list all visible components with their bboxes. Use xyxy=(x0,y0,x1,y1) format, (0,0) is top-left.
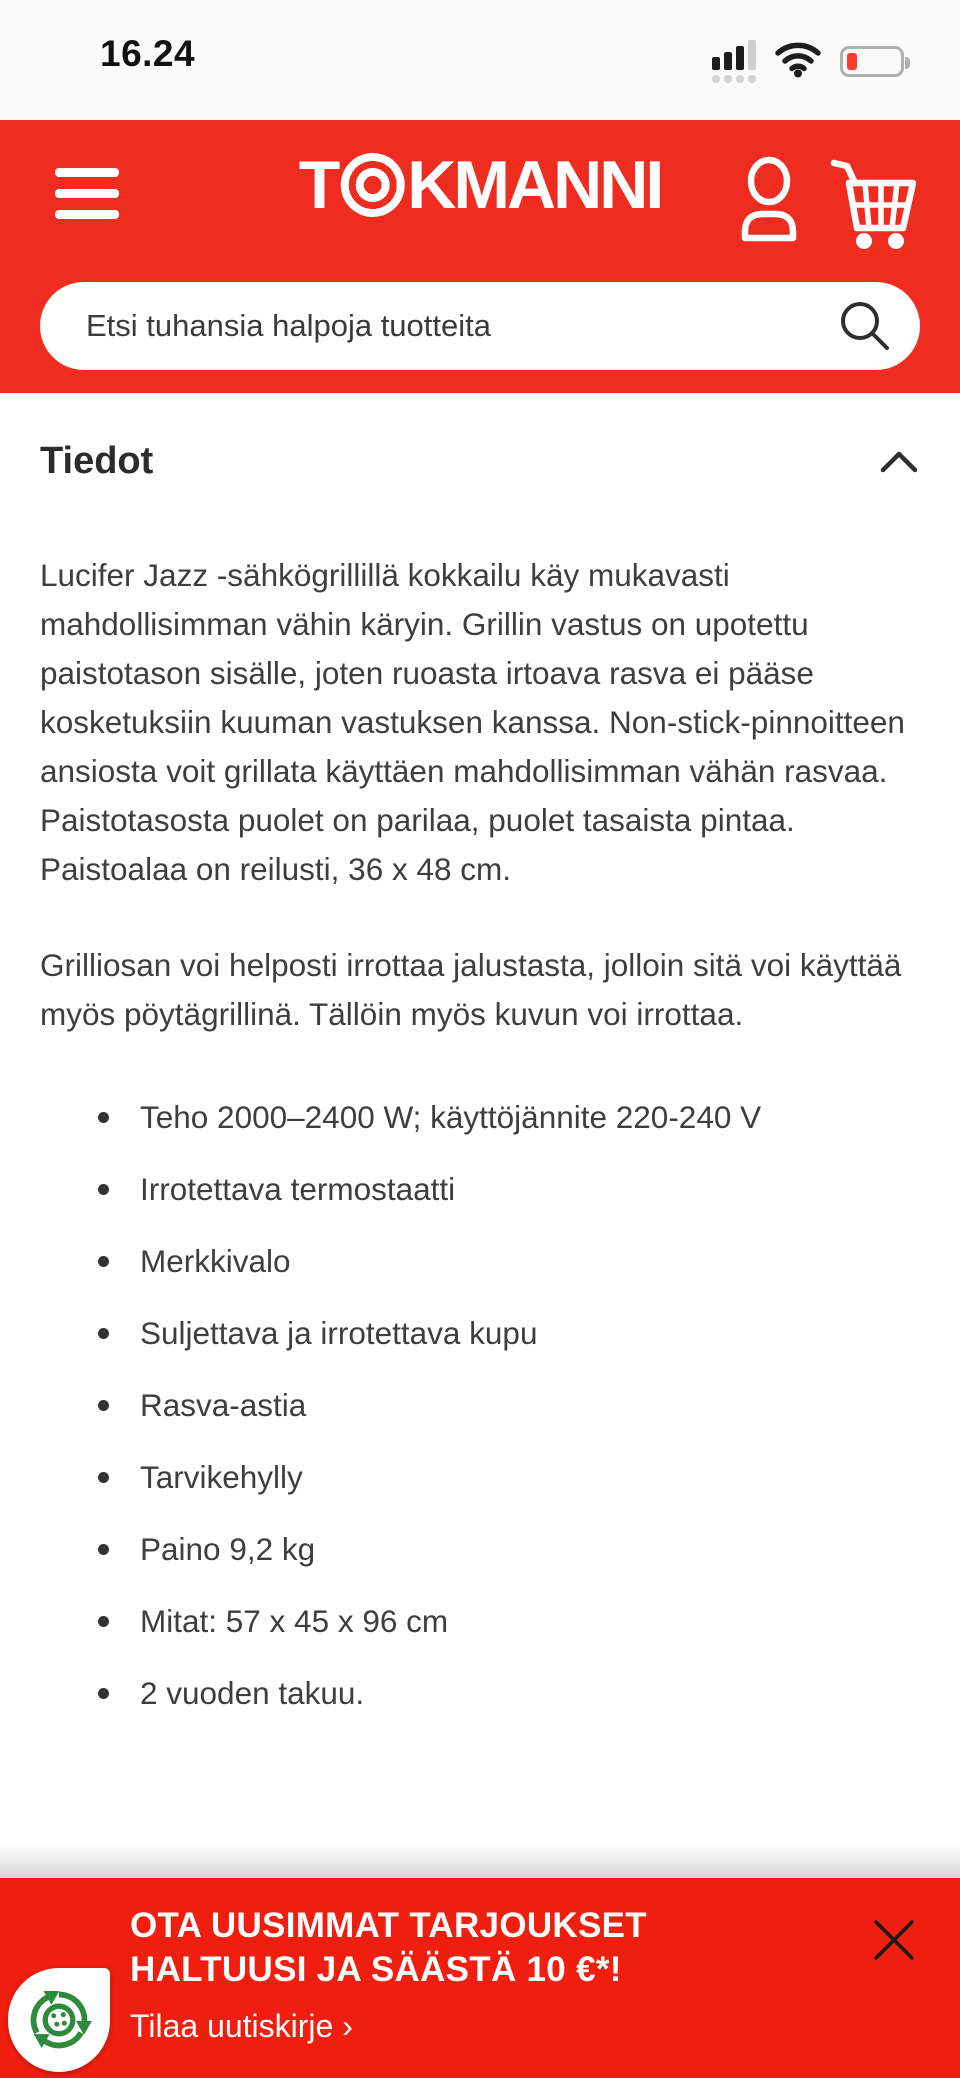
spec-item: 2 vuoden takuu. xyxy=(140,1669,920,1718)
cellular-signal-icon xyxy=(712,40,756,83)
newsletter-banner xyxy=(0,1878,960,2078)
spec-item: Tarvikehylly xyxy=(140,1453,920,1502)
description-paragraph: Grilliosan voi helposti irrottaa jalustasta, jolloin sitä voi käyttää myös pöytägrillinä. Tällöin myös kuvun voi irrottaa. xyxy=(40,947,902,1032)
app-header xyxy=(0,120,960,393)
hamburger-menu-icon[interactable] xyxy=(55,168,119,219)
cookie-consent-recycle-icon xyxy=(24,1985,94,2055)
spec-bullet-list xyxy=(40,1093,920,1718)
search-icon[interactable] xyxy=(838,299,892,353)
chevron-up-icon[interactable] xyxy=(878,449,920,475)
spec-item: Mitat: 57 x 45 x 96 cm xyxy=(140,1597,920,1646)
cookie-settings-button[interactable] xyxy=(8,1968,110,2072)
tokmanni-logo[interactable] xyxy=(299,146,662,224)
product-details-content xyxy=(0,393,960,1741)
header-actions xyxy=(738,156,916,255)
section-title: Tiedot xyxy=(40,440,154,482)
close-icon[interactable] xyxy=(868,1914,920,1966)
subscribe-newsletter-link[interactable]: Tilaa uutiskirje › xyxy=(130,2008,353,2044)
search-bar xyxy=(40,282,920,370)
user-account-icon[interactable] xyxy=(738,156,800,249)
spec-item: Merkkivalo xyxy=(140,1237,920,1286)
spec-item: Paino 9,2 kg xyxy=(140,1525,920,1574)
wifi-icon xyxy=(774,40,822,83)
shopping-cart-icon[interactable] xyxy=(826,156,916,255)
search-input[interactable] xyxy=(40,282,838,370)
product-description xyxy=(40,551,920,1718)
details-accordion-header[interactable] xyxy=(40,440,920,483)
spec-item: Rasva-astia xyxy=(140,1381,920,1430)
scroll-shadow xyxy=(0,1844,960,1878)
status-bar xyxy=(0,0,960,120)
logo-bullseye-o-icon xyxy=(340,153,404,217)
spec-item: Teho 2000–2400 W; käyttöjännite 220-240 V xyxy=(140,1093,920,1142)
spec-item: Suljettava ja irrotettava kupu xyxy=(140,1309,920,1358)
spec-item: Irrotettava termostaatti xyxy=(140,1165,920,1214)
logo-text-suffix: KMANNI xyxy=(407,147,662,223)
status-icons xyxy=(712,40,904,83)
banner-headline xyxy=(130,1904,647,1992)
banner-headline-line2: HALTUUSI JA SÄÄSTÄ 10 €*! xyxy=(130,1950,622,1989)
banner-headline-line1: OTA UUSIMMAT TARJOUKSET xyxy=(130,1906,647,1945)
status-time: 16.24 xyxy=(100,33,196,74)
battery-icon xyxy=(840,46,904,77)
logo-text-prefix: T xyxy=(298,147,338,223)
description-paragraph: Lucifer Jazz -sähkögrillillä kokkailu käy mukavasti mahdollisimman vähin käryin. Grillin vastus on upotettu paistotason sisälle, joten ruoasta irtoava rasva ei pääse kosketuksiin kuuman vastuksen kanssa. Non-stick-pinnoitteen ansiosta voit grillata käyttäen mahdollisimman vähän rasvaa. Paistotasosta puolet on parilaa, puolet tasaista pintaa. Paistoalaa on reilusti, 36 x 48 cm. xyxy=(40,557,905,887)
